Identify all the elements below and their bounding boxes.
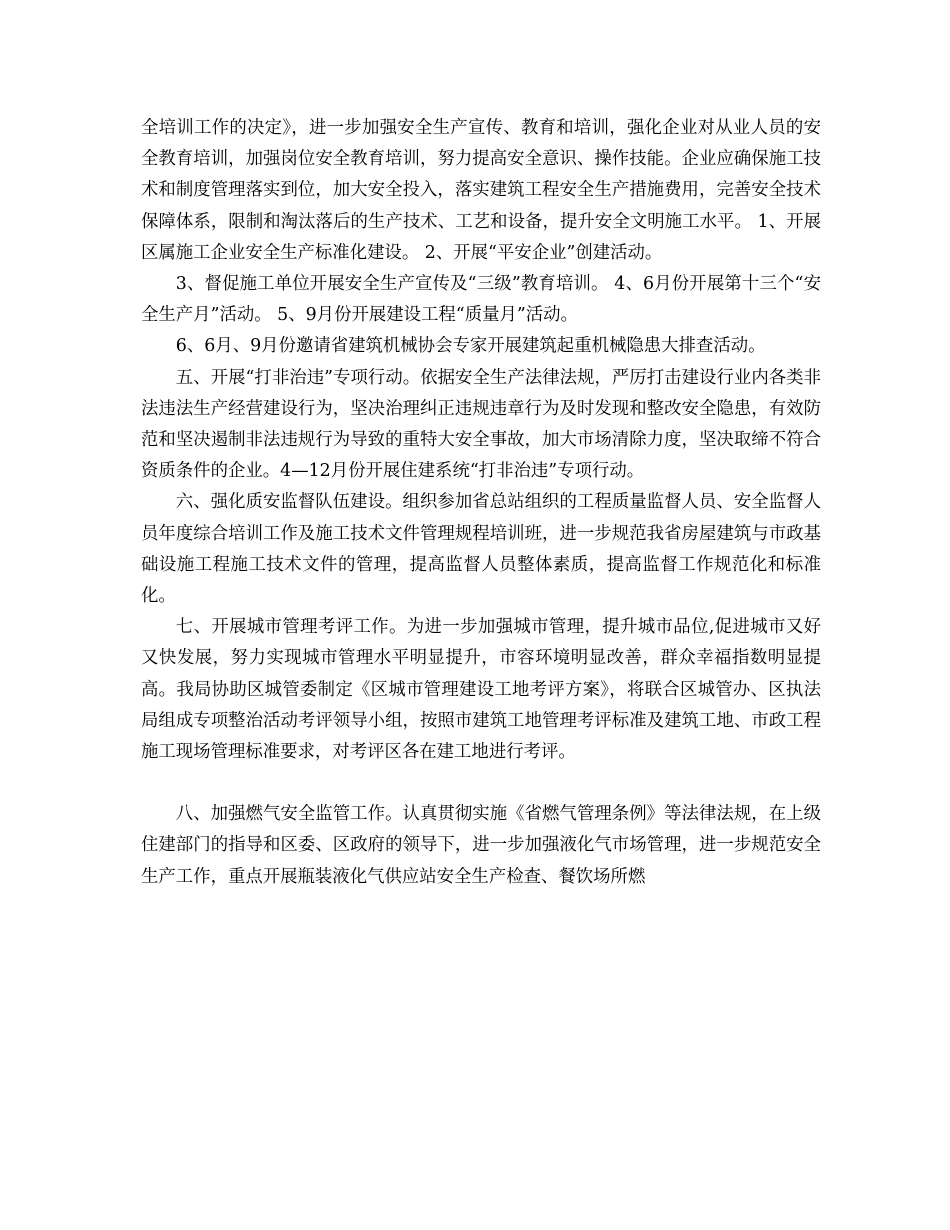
- paragraph-section-8: 八、加强燃气安全监管工作。认真贯彻实施《省燃气管理条例》等法律法规，在上级住建部门的指导和区委、区政府的领导下，进一步加强液化气市场管理，进一步规范安全生产工作，重点开展瓶装液化气供应站安全生产检查、餐饮场所燃: [141, 804, 821, 887]
- paragraph-section-5: 五、开展“打非治违”专项行动。依据安全生产法律法规，严厉打击建设行业内各类非法违法生产经营建设行为，坚决治理纠正违规违章行为及时发现和整改安全隐患，有效防范和坚决遏制非法违规行为导致的重特大安全事故，加大市场清除力度，坚决取缔不符合资质条件的企业。4—12月份开展住建系统“打非治违”专项行动。: [141, 367, 821, 482]
- paragraph-item-3-5: 3、督促施工单位开展安全生产宣传及“三级”教育培训。 4、6月份开展第十三个“安全生产月”活动。 5、9月份开展建设工程“质量月”活动。: [141, 274, 821, 326]
- paragraph-continuation: 全培训工作的决定》，进一步加强安全生产宣传、教育和培训，强化企业对从业人员的安全教育培训，加强岗位安全教育培训，努力提高安全意识、操作技能。企业应确保施工技术和制度管理落实到位，加大安全投入，落实建筑工程安全生产措施费用，完善安全技术保障体系，限制和淘汰落后的生产技术、工艺和设备，提升安全文明施工水平。 1、开展区属施工企业安全生产标准化建设。 2、开展“平安企业”创建活动。: [141, 118, 821, 263]
- paragraph-section-6: 六、强化质安监督队伍建设。组织参加省总站组织的工程质量监督人员、安全监督人员年度综合培训工作及施工技术文件管理规程培训班，进一步规范我省房屋建筑与市政基础设施工程施工技术文件的管理，提高监督人员整体素质，提高监督工作规范化和标准化。: [141, 492, 821, 607]
- paragraph-section-7: 七、开展城市管理考评工作。为进一步加强城市管理，提升城市品位,促进城市又好又快发展，努力实现城市管理水平明显提升，市容环境明显改善，群众幸福指数明显提高。我局协助区城管委制定《区城市管理建设工地考评方案》，将联合区城管办、区执法局组成专项整治活动考评领导小组，按照市建筑工地管理考评标准及建筑工地、市政工程施工现场管理标准要求，对考评区各在建工地进行考评。: [141, 617, 821, 763]
- document-body: [141, 113, 821, 893]
- paragraph-item-6: 6、6月、9月份邀请省建筑机械协会专家开展建筑起重机械隐患大排查活动。: [175, 336, 766, 357]
